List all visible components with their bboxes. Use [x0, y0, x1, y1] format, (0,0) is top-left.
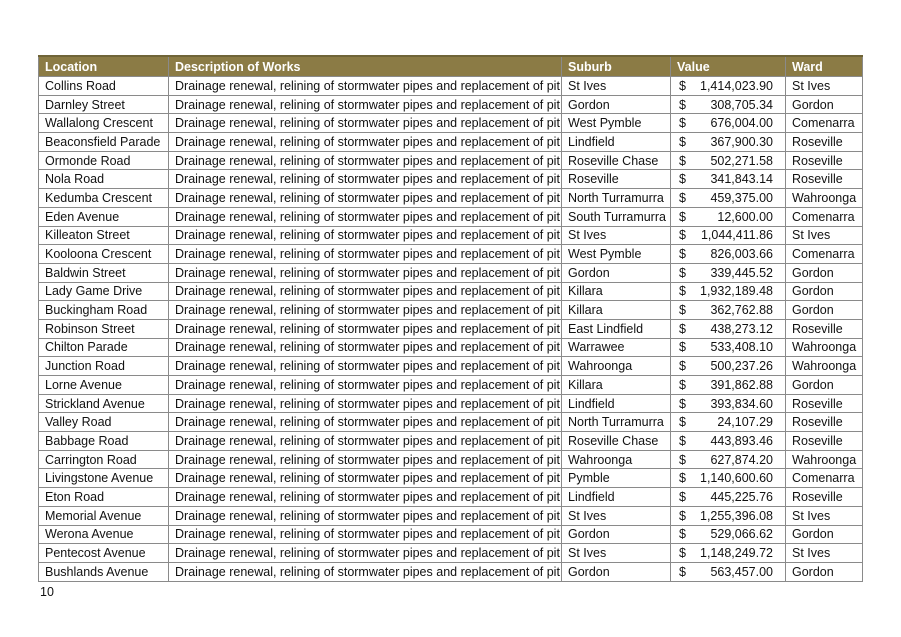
value-amount: 502,271.58 [710, 153, 773, 168]
description-cell: Drainage renewal, relining of stormwater pipes and replacement of pit [169, 376, 562, 395]
value-amount: 459,375.00 [710, 190, 773, 205]
suburb-cell: St Ives [562, 506, 671, 525]
table-row [39, 77, 863, 96]
value-amount: 627,874.20 [710, 452, 773, 467]
value-amount: 12,600.00 [717, 209, 773, 224]
description-cell: Drainage renewal, relining of stormwater pipes and replacement of pit [169, 207, 562, 226]
value-cell [671, 562, 786, 581]
table-row [39, 488, 863, 507]
suburb-cell: Gordon [562, 525, 671, 544]
value-amount: 1,414,023.90 [700, 78, 773, 93]
description-cell: Drainage renewal, relining of stormwater pipes and replacement of pit [169, 95, 562, 114]
value-cell [671, 544, 786, 563]
value-amount: 1,044,411.86 [700, 228, 773, 243]
currency-symbol: $ [679, 172, 686, 187]
ward-cell: Wahroonga [786, 338, 863, 357]
description-cell: Drainage renewal, relining of stormwater pipes and replacement of pit [169, 77, 562, 96]
suburb-cell: South Turramurra [562, 207, 671, 226]
table-row [39, 263, 863, 282]
suburb-cell: West Pymble [562, 245, 671, 264]
currency-symbol: $ [679, 153, 686, 168]
table-row [39, 207, 863, 226]
value-amount: 676,004.00 [710, 116, 773, 131]
currency-symbol: $ [679, 78, 686, 93]
table-row [39, 506, 863, 525]
location-cell: Wallalong Crescent [39, 114, 169, 133]
currency-symbol: $ [679, 134, 686, 149]
location-cell: Nola Road [39, 170, 169, 189]
table-row [39, 319, 863, 338]
suburb-cell: Gordon [562, 263, 671, 282]
description-cell: Drainage renewal, relining of stormwater pipes and replacement of pit [169, 170, 562, 189]
value-cell [671, 357, 786, 376]
description-cell: Drainage renewal, relining of stormwater pipes and replacement of pit [169, 432, 562, 451]
description-cell: Drainage renewal, relining of stormwater pipes and replacement of pit [169, 282, 562, 301]
ward-cell: Roseville [786, 170, 863, 189]
location-cell: Babbage Road [39, 432, 169, 451]
description-cell: Drainage renewal, relining of stormwater pipes and replacement of pit [169, 133, 562, 152]
currency-symbol: $ [679, 546, 686, 561]
location-cell: Pentecost Avenue [39, 544, 169, 563]
value-cell [671, 95, 786, 114]
suburb-cell: Roseville Chase [562, 151, 671, 170]
value-cell [671, 77, 786, 96]
column-header-description: Description of Works [169, 56, 562, 77]
value-cell [671, 151, 786, 170]
ward-cell: Roseville [786, 319, 863, 338]
value-amount: 1,140,600.60 [700, 471, 773, 486]
value-cell [671, 282, 786, 301]
suburb-cell: West Pymble [562, 114, 671, 133]
currency-symbol: $ [679, 190, 686, 205]
ward-cell: Gordon [786, 525, 863, 544]
value-cell [671, 301, 786, 320]
location-cell: Baldwin Street [39, 263, 169, 282]
page-number: 10 [40, 585, 54, 599]
currency-symbol: $ [679, 340, 686, 355]
suburb-cell: Killara [562, 376, 671, 395]
suburb-cell: Gordon [562, 562, 671, 581]
works-table [38, 55, 863, 582]
currency-symbol: $ [679, 97, 686, 112]
table-row [39, 95, 863, 114]
value-amount: 438,273.12 [710, 321, 773, 336]
location-cell: Collins Road [39, 77, 169, 96]
ward-cell: Comenarra [786, 207, 863, 226]
table-row [39, 394, 863, 413]
ward-cell: Roseville [786, 432, 863, 451]
table-row [39, 282, 863, 301]
suburb-cell: St Ives [562, 544, 671, 563]
value-cell [671, 263, 786, 282]
value-cell [671, 319, 786, 338]
suburb-cell: Lindfield [562, 133, 671, 152]
ward-cell: Roseville [786, 413, 863, 432]
value-amount: 1,255,396.08 [700, 508, 773, 523]
value-amount: 529,066.62 [710, 527, 773, 542]
currency-symbol: $ [679, 228, 686, 243]
currency-symbol: $ [679, 527, 686, 542]
value-cell [671, 394, 786, 413]
description-cell: Drainage renewal, relining of stormwater pipes and replacement of pit [169, 450, 562, 469]
location-cell: Valley Road [39, 413, 169, 432]
ward-cell: St Ives [786, 544, 863, 563]
table-row [39, 245, 863, 264]
location-cell: Eden Avenue [39, 207, 169, 226]
currency-symbol: $ [679, 377, 686, 392]
description-cell: Drainage renewal, relining of stormwater pipes and replacement of pit [169, 413, 562, 432]
value-amount: 445,225.76 [710, 489, 773, 504]
value-amount: 500,237.26 [710, 359, 773, 374]
value-amount: 563,457.00 [710, 564, 773, 579]
column-header-suburb: Suburb [562, 56, 671, 77]
table-row [39, 525, 863, 544]
suburb-cell: Roseville [562, 170, 671, 189]
ward-cell: St Ives [786, 226, 863, 245]
value-cell [671, 245, 786, 264]
ward-cell: Comenarra [786, 114, 863, 133]
location-cell: Killeaton Street [39, 226, 169, 245]
suburb-cell: Lindfield [562, 488, 671, 507]
table-row [39, 338, 863, 357]
ward-cell: Gordon [786, 282, 863, 301]
value-cell [671, 133, 786, 152]
suburb-cell: Killara [562, 282, 671, 301]
ward-cell: Comenarra [786, 469, 863, 488]
location-cell: Livingstone Avenue [39, 469, 169, 488]
location-cell: Eton Road [39, 488, 169, 507]
description-cell: Drainage renewal, relining of stormwater pipes and replacement of pit [169, 114, 562, 133]
ward-cell: Roseville [786, 488, 863, 507]
ward-cell: Gordon [786, 562, 863, 581]
ward-cell: Comenarra [786, 245, 863, 264]
value-cell [671, 450, 786, 469]
column-header-location: Location [39, 56, 169, 77]
ward-cell: Gordon [786, 263, 863, 282]
currency-symbol: $ [679, 284, 686, 299]
description-cell: Drainage renewal, relining of stormwater pipes and replacement of pit [169, 357, 562, 376]
table-row [39, 544, 863, 563]
value-amount: 443,893.46 [710, 433, 773, 448]
currency-symbol: $ [679, 396, 686, 411]
value-amount: 367,900.30 [710, 134, 773, 149]
description-cell: Drainage renewal, relining of stormwater pipes and replacement of pit [169, 506, 562, 525]
table-row [39, 114, 863, 133]
table-header-row [39, 56, 863, 77]
value-cell [671, 226, 786, 245]
value-cell [671, 207, 786, 226]
ward-cell: Gordon [786, 376, 863, 395]
value-amount: 1,148,249.72 [700, 546, 773, 561]
value-amount: 1,932,189.48 [700, 284, 773, 299]
value-cell [671, 114, 786, 133]
location-cell: Ormonde Road [39, 151, 169, 170]
suburb-cell: St Ives [562, 77, 671, 96]
suburb-cell: North Turramurra [562, 413, 671, 432]
suburb-cell: East Lindfield [562, 319, 671, 338]
description-cell: Drainage renewal, relining of stormwater pipes and replacement of pit [169, 525, 562, 544]
location-cell: Chilton Parade [39, 338, 169, 357]
suburb-cell: Killara [562, 301, 671, 320]
suburb-cell: Lindfield [562, 394, 671, 413]
value-amount: 362,762.88 [710, 303, 773, 318]
value-amount: 391,862.88 [710, 377, 773, 392]
table-row [39, 376, 863, 395]
currency-symbol: $ [679, 415, 686, 430]
description-cell: Drainage renewal, relining of stormwater pipes and replacement of pit [169, 488, 562, 507]
description-cell: Drainage renewal, relining of stormwater pipes and replacement of pit [169, 562, 562, 581]
ward-cell: Wahroonga [786, 450, 863, 469]
value-amount: 826,003.66 [710, 247, 773, 262]
currency-symbol: $ [679, 116, 686, 131]
location-cell: Beaconsfield Parade [39, 133, 169, 152]
table-row [39, 450, 863, 469]
value-cell [671, 525, 786, 544]
location-cell: Lady Game Drive [39, 282, 169, 301]
currency-symbol: $ [679, 471, 686, 486]
value-cell [671, 432, 786, 451]
description-cell: Drainage renewal, relining of stormwater pipes and replacement of pit [169, 301, 562, 320]
currency-symbol: $ [679, 303, 686, 318]
location-cell: Buckingham Road [39, 301, 169, 320]
description-cell: Drainage renewal, relining of stormwater pipes and replacement of pit [169, 189, 562, 208]
description-cell: Drainage renewal, relining of stormwater pipes and replacement of pit [169, 394, 562, 413]
value-cell [671, 189, 786, 208]
currency-symbol: $ [679, 489, 686, 504]
table-row [39, 432, 863, 451]
table-row [39, 562, 863, 581]
value-cell [671, 170, 786, 189]
ward-cell: Roseville [786, 151, 863, 170]
location-cell: Darnley Street [39, 95, 169, 114]
table-row [39, 357, 863, 376]
currency-symbol: $ [679, 452, 686, 467]
description-cell: Drainage renewal, relining of stormwater pipes and replacement of pit [169, 226, 562, 245]
suburb-cell: St Ives [562, 226, 671, 245]
value-amount: 393,834.60 [710, 396, 773, 411]
location-cell: Memorial Avenue [39, 506, 169, 525]
location-cell: Kooloona Crescent [39, 245, 169, 264]
description-cell: Drainage renewal, relining of stormwater pipes and replacement of pit [169, 263, 562, 282]
currency-symbol: $ [679, 265, 686, 280]
ward-cell: Wahroonga [786, 357, 863, 376]
value-cell [671, 376, 786, 395]
suburb-cell: Gordon [562, 95, 671, 114]
value-cell [671, 469, 786, 488]
value-cell [671, 488, 786, 507]
currency-symbol: $ [679, 321, 686, 336]
description-cell: Drainage renewal, relining of stormwater pipes and replacement of pit [169, 469, 562, 488]
table-row [39, 151, 863, 170]
suburb-cell: Roseville Chase [562, 432, 671, 451]
location-cell: Junction Road [39, 357, 169, 376]
description-cell: Drainage renewal, relining of stormwater pipes and replacement of pit [169, 319, 562, 338]
description-cell: Drainage renewal, relining of stormwater pipes and replacement of pit [169, 151, 562, 170]
location-cell: Kedumba Crescent [39, 189, 169, 208]
description-cell: Drainage renewal, relining of stormwater pipes and replacement of pit [169, 245, 562, 264]
value-cell [671, 338, 786, 357]
ward-cell: Gordon [786, 95, 863, 114]
table-row [39, 469, 863, 488]
location-cell: Strickland Avenue [39, 394, 169, 413]
currency-symbol: $ [679, 247, 686, 262]
value-amount: 339,445.52 [710, 265, 773, 280]
description-cell: Drainage renewal, relining of stormwater pipes and replacement of pit [169, 544, 562, 563]
table-row [39, 413, 863, 432]
suburb-cell: Wahroonga [562, 450, 671, 469]
currency-symbol: $ [679, 433, 686, 448]
suburb-cell: Pymble [562, 469, 671, 488]
ward-cell: Wahroonga [786, 189, 863, 208]
currency-symbol: $ [679, 359, 686, 374]
suburb-cell: Wahroonga [562, 357, 671, 376]
location-cell: Lorne Avenue [39, 376, 169, 395]
currency-symbol: $ [679, 508, 686, 523]
ward-cell: Roseville [786, 133, 863, 152]
location-cell: Robinson Street [39, 319, 169, 338]
table-row [39, 170, 863, 189]
location-cell: Carrington Road [39, 450, 169, 469]
table-row [39, 301, 863, 320]
currency-symbol: $ [679, 564, 686, 579]
table-row [39, 189, 863, 208]
table-row [39, 226, 863, 245]
suburb-cell: North Turramurra [562, 189, 671, 208]
column-header-ward: Ward [786, 56, 863, 77]
ward-cell: Gordon [786, 301, 863, 320]
value-amount: 24,107.29 [717, 415, 773, 430]
location-cell: Werona Avenue [39, 525, 169, 544]
description-cell: Drainage renewal, relining of stormwater pipes and replacement of pit [169, 338, 562, 357]
ward-cell: St Ives [786, 77, 863, 96]
value-amount: 533,408.10 [710, 340, 773, 355]
value-cell [671, 413, 786, 432]
ward-cell: Roseville [786, 394, 863, 413]
suburb-cell: Warrawee [562, 338, 671, 357]
value-amount: 341,843.14 [710, 172, 773, 187]
column-header-value: Value [671, 56, 786, 77]
currency-symbol: $ [679, 209, 686, 224]
table-row [39, 133, 863, 152]
value-amount: 308,705.34 [710, 97, 773, 112]
value-cell [671, 506, 786, 525]
location-cell: Bushlands Avenue [39, 562, 169, 581]
ward-cell: St Ives [786, 506, 863, 525]
